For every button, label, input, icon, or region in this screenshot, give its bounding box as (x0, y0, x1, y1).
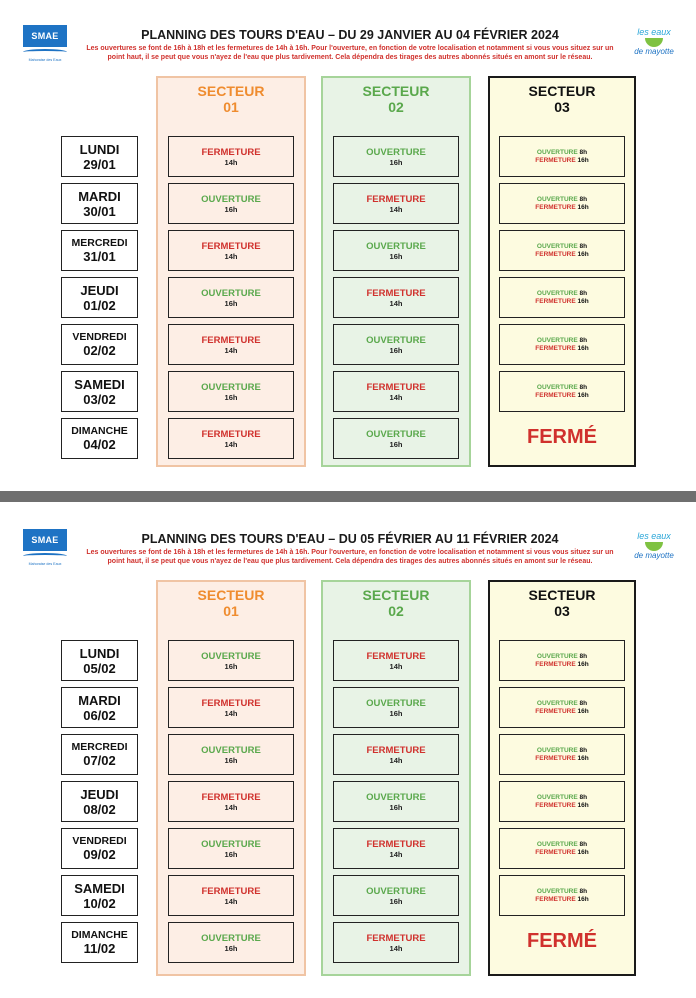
sector-1-slot (168, 418, 294, 459)
sector-header-2 (323, 83, 469, 115)
page-title: PLANNING DES TOURS D'EAU – DU 29 JANVIER AU 04 FÉVRIER 2024 (141, 28, 559, 42)
sector-3-slot (499, 640, 625, 681)
opening-status: OUVERTURE (366, 146, 426, 158)
slot-time: 16h (224, 298, 238, 308)
slot-time: 14h (389, 755, 403, 765)
slot-time: 14h (389, 298, 403, 308)
sector-3-opening-time: 8h (579, 195, 588, 203)
sector-3-opening-time: 8h (579, 652, 588, 660)
sector-1-slot (168, 371, 294, 412)
smae-logo (23, 25, 67, 69)
day-label (61, 828, 138, 869)
sector-3-closing-time: 16h (577, 848, 589, 856)
sector-3-opening-time: 8h (579, 289, 588, 297)
sector-3-slot (499, 828, 625, 869)
sector-1-slot (168, 734, 294, 775)
sector-3-closing-time: 16h (577, 203, 589, 211)
sector-2-slot (333, 371, 459, 412)
sector-3-slot (499, 277, 625, 318)
sector-3-opening-label: OUVERTURE (536, 699, 578, 707)
sector-number: 03 (554, 99, 570, 115)
day-date: 04/02 (83, 437, 116, 452)
day-date: 30/01 (83, 203, 116, 219)
day-label (61, 371, 138, 412)
sector-3-closing (535, 708, 588, 716)
closing-status: FERMETURE (201, 791, 261, 803)
sector-number: 01 (223, 99, 239, 115)
closing-status: FERMETURE (201, 240, 261, 252)
day-date: 11/02 (83, 941, 116, 956)
sector-3-opening-time: 8h (579, 383, 588, 391)
slot-time: 14h (224, 157, 238, 167)
day-label (61, 277, 138, 318)
slot-time: 14h (224, 439, 238, 449)
sector-1-slot (168, 687, 294, 728)
sector-1-slot (168, 640, 294, 681)
sector-1-slot (168, 230, 294, 271)
sector-3-opening (537, 196, 587, 204)
slot-time: 16h (224, 849, 238, 859)
sector-3-closing-time: 16h (577, 707, 589, 715)
slot-time: 16h (389, 896, 403, 906)
smae-logo-mark: SMAE (23, 529, 67, 551)
week-sheet-1 (0, 0, 696, 488)
sector-3-opening-label: OUVERTURE (536, 148, 578, 156)
sector-3-slot (499, 734, 625, 775)
sector-header-3 (490, 83, 634, 115)
sector-3-closing-label: FERMETURE (535, 660, 576, 668)
day-date: 05/02 (83, 660, 116, 676)
sector-3-closing (535, 157, 588, 165)
day-name: LUNDI (79, 141, 120, 157)
day-label (61, 183, 138, 224)
sector-3-slot (499, 324, 625, 365)
sector-3-closing-label: FERMETURE (535, 707, 576, 715)
opening-status: OUVERTURE (201, 193, 261, 205)
day-name: MERCREDI (71, 237, 128, 249)
sector-3-closing (535, 298, 588, 306)
smae-logo-subtitle: Mahoraise des Eaux (28, 562, 62, 566)
smae-logo-wave (23, 553, 67, 559)
schedule-note: Les ouvertures se font de 16h à 18h et les fermetures de 14h à 16h. Pour l'ouverture, en fonction de votre localisation et notamment si vous vous situez sur un point haut, il se peut que vous n'ayez de l'eau que plus tardivement. Cela dépendra des tirages des autres abonnés situés en amont sur le réseau. (86, 549, 614, 565)
opening-status: OUVERTURE (201, 932, 261, 944)
sector-3-closing-label: FERMETURE (535, 391, 576, 399)
sector-3-opening (537, 747, 587, 755)
slot-time: 16h (224, 661, 238, 671)
sector-3-opening-time: 8h (579, 887, 588, 895)
sector-3-opening-time: 8h (579, 336, 588, 344)
sector-1-slot (168, 781, 294, 822)
sector-3-closing (535, 661, 588, 669)
sector-3-opening-label: OUVERTURE (536, 746, 578, 754)
day-date: 03/02 (83, 391, 116, 407)
sector-3-opening-label: OUVERTURE (536, 383, 578, 391)
sector-3-slot (499, 875, 625, 916)
day-name: JEUDI (80, 282, 119, 298)
sector-1-slot (168, 136, 294, 177)
sector-header-3 (490, 587, 634, 619)
eaux-mayotte-logo-top: les eaux (637, 531, 671, 541)
eaux-mayotte-logo-name: de mayotte (634, 47, 674, 56)
day-date: 06/02 (83, 707, 116, 723)
sector-3-closing-time: 16h (577, 391, 589, 399)
sector-label: SECTEUR (362, 587, 430, 603)
sector-3-closing (535, 392, 588, 400)
day-date: 31/01 (83, 249, 116, 264)
sector-3-closing (535, 755, 588, 763)
smae-logo-wave (23, 49, 67, 55)
schedule-note: Les ouvertures se font de 16h à 18h et les fermetures de 14h à 16h. Pour l'ouverture, en fonction de votre localisation et notamment si vous vous situez sur un point haut, il se peut que vous n'ayez de l'eau que plus tardivement. Cela dépendra des tirages des autres abonnés situés en amont sur le réseau. (86, 45, 614, 61)
day-date: 07/02 (83, 753, 116, 768)
sector-3-slot (499, 781, 625, 822)
eaux-mayotte-logo (632, 531, 676, 571)
eaux-mayotte-logo-top: les eaux (637, 27, 671, 37)
sector-3-closing (535, 345, 588, 353)
sector-number: 01 (223, 603, 239, 619)
sector-3-slot (499, 687, 625, 728)
eaux-mayotte-logo-drop (645, 38, 663, 47)
sector-3-opening (537, 384, 587, 392)
day-name: JEUDI (80, 786, 119, 802)
sector-3-opening-label: OUVERTURE (536, 887, 578, 895)
sector-3-opening (537, 337, 587, 345)
opening-status: OUVERTURE (366, 697, 426, 709)
day-name: VENDREDI (72, 835, 127, 847)
closing-status: FERMETURE (201, 334, 261, 346)
sector-3-opening (537, 243, 587, 251)
sector-3-closing-time: 16h (577, 754, 589, 762)
sector-3-closing-label: FERMETURE (535, 848, 576, 856)
closing-status: FERMETURE (366, 744, 426, 756)
opening-status: OUVERTURE (201, 650, 261, 662)
day-date: 08/02 (83, 801, 116, 817)
sector-2-slot (333, 230, 459, 271)
opening-status: OUVERTURE (366, 791, 426, 803)
sector-3-opening-time: 8h (579, 793, 588, 801)
slot-time: 14h (389, 392, 403, 402)
sector-3-closing-time: 16h (577, 344, 589, 352)
sector-3-opening-label: OUVERTURE (536, 289, 578, 297)
sector-3-closing-label: FERMETURE (535, 754, 576, 762)
slot-time: 14h (224, 251, 238, 261)
sector-3-opening-time: 8h (579, 242, 588, 250)
day-name: MARDI (78, 188, 121, 204)
sector-3-closing (535, 896, 588, 904)
slot-time: 14h (389, 661, 403, 671)
sector-3-closing-time: 16h (577, 156, 589, 164)
day-name: SAMEDI (74, 880, 125, 896)
smae-logo (23, 529, 67, 573)
day-name: SAMEDI (74, 376, 125, 392)
day-label (61, 418, 138, 459)
day-date: 01/02 (83, 297, 116, 313)
sector-3-closing-label: FERMETURE (535, 156, 576, 164)
page-divider (0, 491, 696, 502)
day-label (61, 230, 138, 271)
closing-status: FERMETURE (201, 146, 261, 158)
closing-status: FERMETURE (366, 838, 426, 850)
day-label (61, 136, 138, 177)
closing-status: FERMETURE (366, 932, 426, 944)
sector-3-opening-label: OUVERTURE (536, 242, 578, 250)
slot-time: 14h (224, 802, 238, 812)
sector-number: 03 (554, 603, 570, 619)
sector-3-opening (537, 700, 587, 708)
day-date: 02/02 (83, 343, 116, 358)
sector-2-slot (333, 734, 459, 775)
slot-time: 16h (389, 251, 403, 261)
closing-status: FERMETURE (366, 193, 426, 205)
opening-status: OUVERTURE (366, 428, 426, 440)
slot-time: 14h (389, 849, 403, 859)
sector-3-closing (535, 802, 588, 810)
sector-2-slot (333, 781, 459, 822)
sector-3-opening (537, 888, 587, 896)
day-name: LUNDI (79, 645, 120, 661)
sector-3-closed: FERMÉ (527, 426, 597, 448)
slot-time: 16h (389, 802, 403, 812)
slot-time: 16h (389, 708, 403, 718)
page-title: PLANNING DES TOURS D'EAU – DU 05 FÉVRIER AU 11 FÉVRIER 2024 (141, 532, 559, 546)
sector-label: SECTEUR (197, 587, 265, 603)
day-label (61, 687, 138, 728)
day-name: DIMANCHE (71, 425, 128, 437)
sector-3-closing (535, 204, 588, 212)
day-label (61, 922, 138, 963)
sector-2-slot (333, 922, 459, 963)
sector-3-opening-label: OUVERTURE (536, 840, 578, 848)
opening-status: OUVERTURE (366, 885, 426, 897)
sector-3-closing-time: 16h (577, 801, 589, 809)
sector-1-slot (168, 875, 294, 916)
sector-3-opening-time: 8h (579, 840, 588, 848)
sector-number: 02 (388, 603, 404, 619)
opening-status: OUVERTURE (366, 334, 426, 346)
closing-status: FERMETURE (366, 381, 426, 393)
sector-3-slot (499, 136, 625, 177)
slot-time: 14h (389, 943, 403, 953)
sector-2-slot (333, 875, 459, 916)
sector-header-1 (158, 587, 304, 619)
opening-status: OUVERTURE (201, 381, 261, 393)
slot-time: 14h (224, 345, 238, 355)
sector-3-slot (499, 230, 625, 271)
sector-header-1 (158, 83, 304, 115)
sector-3-slot (499, 183, 625, 224)
sector-3-opening-time: 8h (579, 699, 588, 707)
smae-logo-mark: SMAE (23, 25, 67, 47)
sector-3-closing-label: FERMETURE (535, 344, 576, 352)
day-label (61, 734, 138, 775)
slot-time: 14h (389, 204, 403, 214)
sector-header-2 (323, 587, 469, 619)
sector-3-closing-label: FERMETURE (535, 250, 576, 258)
sector-2-slot (333, 418, 459, 459)
sector-3-closing-time: 16h (577, 895, 589, 903)
closing-status: FERMETURE (201, 428, 261, 440)
sector-3-opening-label: OUVERTURE (536, 652, 578, 660)
sector-label: SECTEUR (197, 83, 265, 99)
day-name: VENDREDI (72, 331, 127, 343)
opening-status: OUVERTURE (201, 744, 261, 756)
day-name: DIMANCHE (71, 929, 128, 941)
slot-time: 16h (224, 204, 238, 214)
day-name: MARDI (78, 692, 121, 708)
sector-label: SECTEUR (362, 83, 430, 99)
slot-time: 16h (224, 943, 238, 953)
sector-3-opening-label: OUVERTURE (536, 195, 578, 203)
sector-3-opening (537, 149, 587, 157)
slot-time: 16h (389, 157, 403, 167)
sector-3-closing-time: 16h (577, 660, 589, 668)
day-date: 09/02 (83, 847, 116, 862)
sector-2-slot (333, 687, 459, 728)
sector-label: SECTEUR (528, 83, 596, 99)
day-date: 29/01 (83, 156, 116, 172)
sector-1-slot (168, 183, 294, 224)
closing-status: FERMETURE (366, 650, 426, 662)
sector-2-slot (333, 136, 459, 177)
slot-time: 14h (224, 896, 238, 906)
sector-2-slot (333, 324, 459, 365)
sector-3-opening-label: OUVERTURE (536, 336, 578, 344)
eaux-mayotte-logo-name: de mayotte (634, 551, 674, 560)
sector-3-closing-label: FERMETURE (535, 801, 576, 809)
sector-label: SECTEUR (528, 587, 596, 603)
sector-1-slot (168, 324, 294, 365)
sector-3-closing-time: 16h (577, 250, 589, 258)
day-label (61, 781, 138, 822)
slot-time: 14h (224, 708, 238, 718)
sector-3-closing-label: FERMETURE (535, 203, 576, 211)
sector-2-slot (333, 183, 459, 224)
eaux-mayotte-logo (632, 27, 676, 67)
sector-1-slot (168, 922, 294, 963)
sector-2-slot (333, 277, 459, 318)
closing-status: FERMETURE (201, 697, 261, 709)
slot-time: 16h (389, 439, 403, 449)
opening-status: OUVERTURE (201, 838, 261, 850)
day-label (61, 640, 138, 681)
slot-time: 16h (389, 345, 403, 355)
slot-time: 16h (224, 755, 238, 765)
sector-3-opening (537, 653, 587, 661)
sector-2-slot (333, 828, 459, 869)
slot-time: 16h (224, 392, 238, 402)
sector-3-opening (537, 794, 587, 802)
sector-3-closing (535, 849, 588, 857)
day-name: MERCREDI (71, 741, 128, 753)
sector-3-opening (537, 841, 587, 849)
sector-3-opening (537, 290, 587, 298)
smae-logo-subtitle: Mahoraise des Eaux (28, 58, 62, 62)
sector-3-closing-time: 16h (577, 297, 589, 305)
opening-status: OUVERTURE (366, 240, 426, 252)
sector-3-slot (499, 371, 625, 412)
sector-3-closing-label: FERMETURE (535, 895, 576, 903)
opening-status: OUVERTURE (201, 287, 261, 299)
sector-3-opening-time: 8h (579, 148, 588, 156)
closing-status: FERMETURE (366, 287, 426, 299)
sector-3-closing-label: FERMETURE (535, 297, 576, 305)
sector-3-closed: FERMÉ (527, 930, 597, 952)
week-sheet-2 (0, 504, 696, 998)
day-date: 10/02 (83, 895, 116, 911)
sector-1-slot (168, 828, 294, 869)
sector-number: 02 (388, 99, 404, 115)
sector-3-opening-label: OUVERTURE (536, 793, 578, 801)
day-label (61, 324, 138, 365)
sector-3-closing (535, 251, 588, 259)
sector-2-slot (333, 640, 459, 681)
sector-3-opening-time: 8h (579, 746, 588, 754)
sector-1-slot (168, 277, 294, 318)
closing-status: FERMETURE (201, 885, 261, 897)
day-label (61, 875, 138, 916)
eaux-mayotte-logo-drop (645, 542, 663, 551)
